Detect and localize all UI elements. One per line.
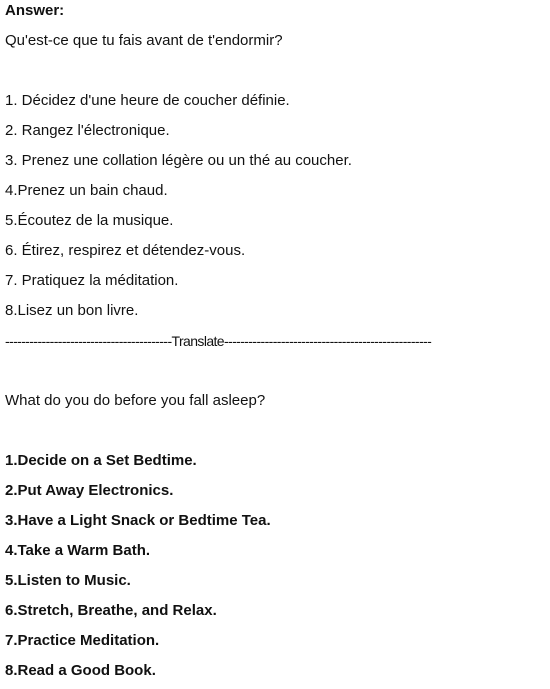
english-item: 1.Decide on a Set Bedtime. <box>5 452 197 469</box>
english-question: What do you do before you fall asleep? <box>5 392 266 409</box>
french-item: 2. Rangez l'électronique. <box>5 122 170 139</box>
answer-label: Answer: <box>5 2 65 19</box>
english-item: 8.Read a Good Book. <box>5 662 156 679</box>
french-item: 1. Décidez d'une heure de coucher définie. <box>5 92 290 109</box>
french-item: 3. Prenez une collation légère ou un thé au coucher. <box>5 152 352 169</box>
english-item: 2.Put Away Electronics. <box>5 482 174 499</box>
french-question: Qu'est-ce que tu fais avant de t'endormir? <box>5 32 283 49</box>
english-item: 4.Take a Warm Bath. <box>5 542 151 559</box>
french-item: 8.Lisez un bon livre. <box>5 302 139 319</box>
french-item: 7. Pratiquez la méditation. <box>5 272 179 289</box>
french-item: 4.Prenez un bain chaud. <box>5 182 168 199</box>
english-item: 6.Stretch, Breathe, and Relax. <box>5 602 217 619</box>
english-item: 3.Have a Light Snack or Bedtime Tea. <box>5 512 271 529</box>
french-item: 6. Étirez, respirez et détendez-vous. <box>5 242 246 259</box>
english-item: 5.Listen to Music. <box>5 572 131 589</box>
english-item: 7.Practice Meditation. <box>5 632 160 649</box>
translate-divider: -----------------------------------------Translate--------------------------------------------------- <box>5 333 432 349</box>
french-item: 5.Écoutez de la musique. <box>5 212 174 229</box>
